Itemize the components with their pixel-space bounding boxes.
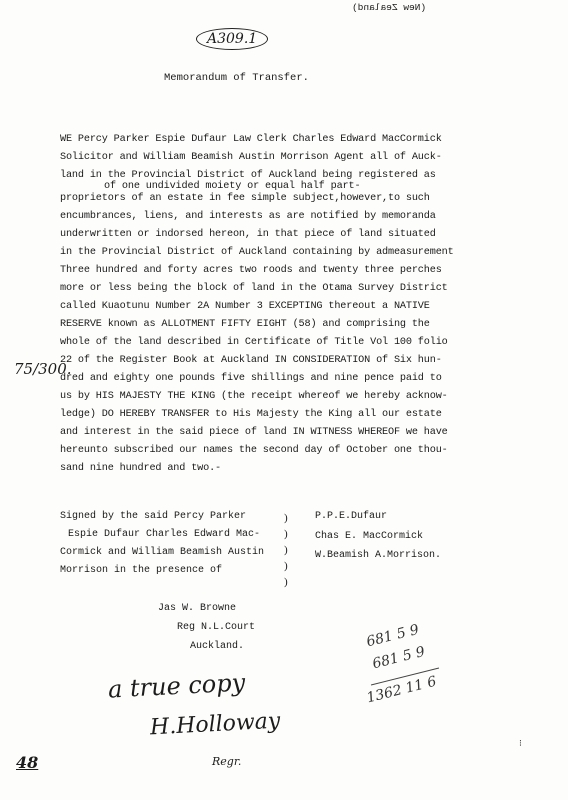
handwritten-signature: H.Holloway — [149, 708, 281, 741]
pencil-figure-1: 681 5 9 — [364, 621, 421, 651]
body-line-17: ledge) DO HEREBY TRANSFER to His Majesty the King all our estate — [60, 409, 442, 420]
body-line-7: underwritten or indorsed hereon, in that piece of land situated — [60, 229, 436, 240]
edge-mark: ⁝ — [519, 739, 522, 749]
signing-brace: ) ) ) ) ) — [284, 512, 288, 588]
body-line-19: hereunto subscribed our names the second day of October one thou- — [60, 445, 448, 456]
top-stamp: (New Zealand) — [352, 2, 427, 13]
body-line-20: sand nine hundred and two.- — [60, 463, 222, 474]
body-line-5: proprietors of an estate in fee simple subject,however,to such — [60, 193, 430, 204]
body-line-9: Three hundred and forty acres two roods and twenty three perches — [60, 265, 442, 276]
body-line-13: whole of the land described in Certificate of Title Vol 100 folio — [60, 337, 448, 348]
body-line-8: in the Provincial District of Auckland containing by admeasurement — [60, 247, 454, 258]
corner-mark: 48 — [16, 753, 39, 772]
witness-place: Auckland. — [190, 641, 245, 652]
signing-line-4: Morrison in the presence of — [60, 565, 223, 576]
body-line-1: WE Percy Parker Espie Dufaur Law Clerk Charles Edward MacCormick — [60, 134, 442, 145]
pencil-total: 1362 11 6 — [365, 673, 439, 707]
witness-title: Reg N.L.Court — [177, 622, 256, 633]
body-line-18: and interest in the said piece of land IN WITNESS WHEREOF we have — [60, 427, 448, 438]
body-line-11: called Kuaotunu Number 2A Number 3 EXCEPTING thereout a NATIVE — [60, 301, 430, 312]
signatory-1: P.P.E.Dufaur — [315, 511, 388, 522]
body-line-10: more or less being the block of land in the Otama Survey District — [60, 283, 448, 294]
body-line-3: land in the Provincial District of Auckland being registered as — [60, 170, 436, 181]
signatory-2: Chas E. MacCormick — [315, 531, 424, 542]
signing-line-1: Signed by the said Percy Parker — [60, 511, 247, 522]
body-line-6: encumbrances, liens, and interests as are notified by memoranda — [60, 211, 436, 222]
signing-line-2: Espie Dufaur Charles Edward Mac- — [68, 529, 261, 540]
registrar-note: Regr. — [212, 755, 242, 768]
body-line-15: dred and eighty one pounds five shillings and nine pence paid to — [60, 373, 442, 384]
true-copy-note: a true copy — [107, 668, 246, 704]
margin-note: 75/300. — [14, 360, 72, 378]
pencil-figure-2: 681 5 9 — [370, 643, 427, 673]
body-line-4: of one undivided moiety or equal half part- — [104, 181, 361, 192]
reference-mark: A309.1 — [196, 28, 268, 50]
document-title: Memorandum of Transfer. — [164, 72, 309, 84]
body-line-16: us by HIS MAJESTY THE KING (the receipt whereof we hereby acknow- — [60, 391, 448, 402]
signing-line-3: Cormick and William Beamish Austin — [60, 547, 265, 558]
body-line-14: 22 of the Register Book at Auckland IN CONSIDERATION of Six hun- — [60, 355, 442, 366]
signatory-3: W.Beamish A.Morrison. — [315, 550, 442, 561]
witness-name: Jas W. Browne — [158, 603, 237, 614]
body-line-12: RESERVE known as ALLOTMENT FIFTY EIGHT (58) and comprising the — [60, 319, 430, 330]
body-line-2: Solicitor and William Beamish Austin Morrison Agent all of Auck- — [60, 152, 442, 163]
